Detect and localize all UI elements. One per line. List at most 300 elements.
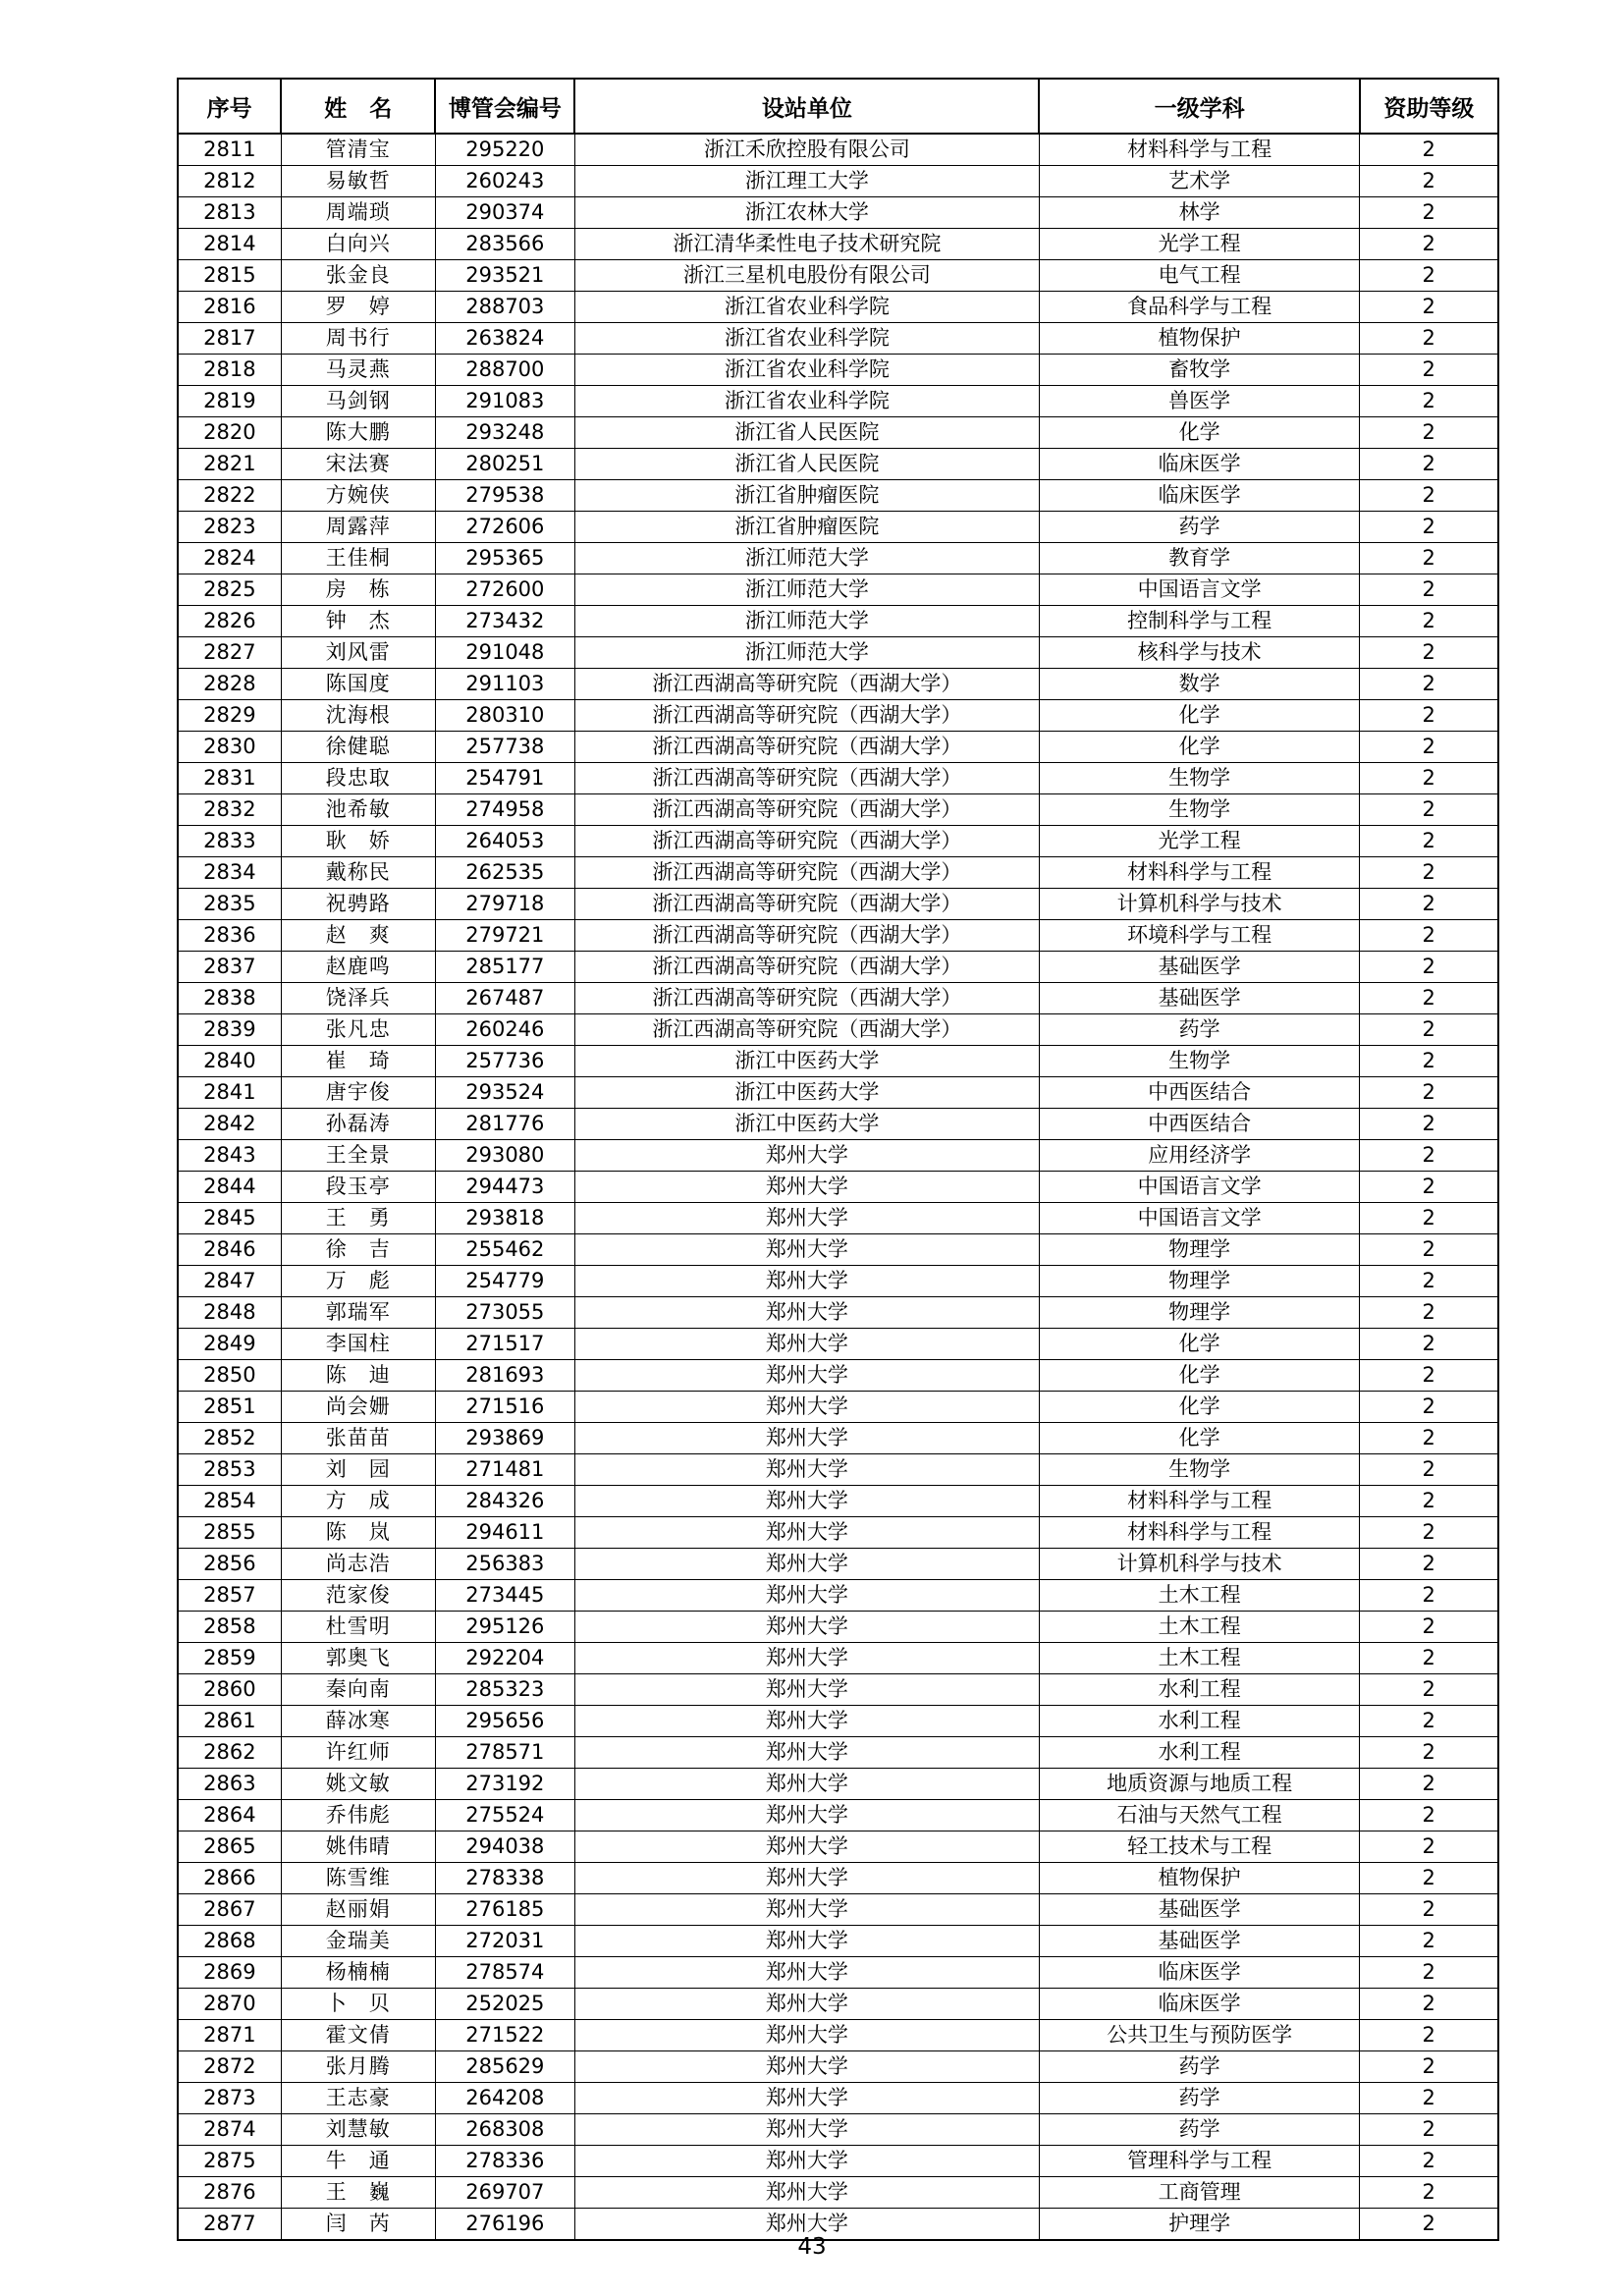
serial-number-cell: 2876 bbox=[178, 2177, 281, 2209]
funding-level-cell: 2 bbox=[1360, 1517, 1498, 1549]
table-row bbox=[178, 355, 1498, 386]
serial-number-cell: 2828 bbox=[178, 669, 281, 700]
registration-number-cell: 272606 bbox=[435, 512, 574, 543]
registration-number-cell: 278571 bbox=[435, 1737, 574, 1769]
registration-number-cell: 281693 bbox=[435, 1360, 574, 1392]
discipline-cell: 生物学 bbox=[1039, 763, 1360, 794]
table-row bbox=[178, 1612, 1498, 1643]
serial-number-cell: 2843 bbox=[178, 1140, 281, 1172]
discipline-cell: 临床医学 bbox=[1039, 1989, 1360, 2020]
host-institution-cell: 浙江省农业科学院 bbox=[574, 386, 1039, 417]
discipline-cell: 化学 bbox=[1039, 1329, 1360, 1360]
funding-level-cell: 2 bbox=[1360, 1863, 1498, 1894]
registration-number-cell: 255462 bbox=[435, 1234, 574, 1266]
table-row bbox=[178, 1360, 1498, 1392]
name-cell: 房 栋 bbox=[281, 574, 435, 606]
host-institution-cell: 浙江省人民医院 bbox=[574, 417, 1039, 449]
funding-level-cell: 2 bbox=[1360, 1612, 1498, 1643]
discipline-cell: 艺术学 bbox=[1039, 166, 1360, 197]
table-row bbox=[178, 1140, 1498, 1172]
host-institution-cell: 浙江西湖高等研究院（西湖大学） bbox=[574, 700, 1039, 732]
serial-number-cell: 2824 bbox=[178, 543, 281, 574]
funding-level-cell: 2 bbox=[1360, 1297, 1498, 1329]
serial-number-cell: 2866 bbox=[178, 1863, 281, 1894]
serial-number-cell: 2844 bbox=[178, 1172, 281, 1203]
funding-level-cell: 2 bbox=[1360, 700, 1498, 732]
name-cell: 沈海根 bbox=[281, 700, 435, 732]
discipline-cell: 中西医结合 bbox=[1039, 1109, 1360, 1140]
host-institution-cell: 郑州大学 bbox=[574, 1831, 1039, 1863]
host-institution-cell: 浙江三星机电股份有限公司 bbox=[574, 260, 1039, 292]
discipline-cell: 药学 bbox=[1039, 2114, 1360, 2146]
registration-number-cell: 271522 bbox=[435, 2020, 574, 2051]
table-row bbox=[178, 1737, 1498, 1769]
registration-number-cell: 295220 bbox=[435, 134, 574, 166]
discipline-cell: 兽医学 bbox=[1039, 386, 1360, 417]
table-row bbox=[178, 1957, 1498, 1989]
serial-number-cell: 2855 bbox=[178, 1517, 281, 1549]
discipline-cell: 中西医结合 bbox=[1039, 1077, 1360, 1109]
discipline-cell: 化学 bbox=[1039, 700, 1360, 732]
serial-number-cell: 2856 bbox=[178, 1549, 281, 1580]
funding-level-cell: 2 bbox=[1360, 857, 1498, 889]
name-cell: 陈大鹏 bbox=[281, 417, 435, 449]
table-row bbox=[178, 323, 1498, 355]
host-institution-cell: 郑州大学 bbox=[574, 1266, 1039, 1297]
table-row bbox=[178, 1549, 1498, 1580]
name-cell: 刘慧敏 bbox=[281, 2114, 435, 2146]
registration-number-cell: 285323 bbox=[435, 1674, 574, 1706]
discipline-cell: 石油与天然气工程 bbox=[1039, 1800, 1360, 1831]
name-cell: 孙磊涛 bbox=[281, 1109, 435, 1140]
funding-level-cell: 2 bbox=[1360, 480, 1498, 512]
serial-number-cell: 2814 bbox=[178, 229, 281, 260]
discipline-cell: 计算机科学与技术 bbox=[1039, 889, 1360, 920]
name-cell: 牛 通 bbox=[281, 2146, 435, 2177]
host-institution-cell: 浙江中医药大学 bbox=[574, 1046, 1039, 1077]
registration-number-cell: 295126 bbox=[435, 1612, 574, 1643]
funding-level-cell: 2 bbox=[1360, 292, 1498, 323]
name-cell: 刘 园 bbox=[281, 1454, 435, 1486]
funding-level-cell: 2 bbox=[1360, 889, 1498, 920]
registration-number-cell: 294038 bbox=[435, 1831, 574, 1863]
serial-number-cell: 2854 bbox=[178, 1486, 281, 1517]
name-cell: 段忠取 bbox=[281, 763, 435, 794]
serial-number-cell: 2847 bbox=[178, 1266, 281, 1297]
serial-number-cell: 2812 bbox=[178, 166, 281, 197]
serial-number-cell: 2837 bbox=[178, 952, 281, 983]
serial-number-cell: 2826 bbox=[178, 606, 281, 637]
registration-number-cell: 293818 bbox=[435, 1203, 574, 1234]
funding-level-cell: 2 bbox=[1360, 1172, 1498, 1203]
table-row bbox=[178, 1046, 1498, 1077]
host-institution-cell: 浙江师范大学 bbox=[574, 637, 1039, 669]
table-row bbox=[178, 2177, 1498, 2209]
funding-level-cell: 2 bbox=[1360, 1234, 1498, 1266]
funding-level-cell: 2 bbox=[1360, 1831, 1498, 1863]
discipline-cell: 水利工程 bbox=[1039, 1674, 1360, 1706]
funding-level-cell: 2 bbox=[1360, 1360, 1498, 1392]
table-row bbox=[178, 512, 1498, 543]
discipline-cell: 化学 bbox=[1039, 417, 1360, 449]
host-institution-cell: 郑州大学 bbox=[574, 1894, 1039, 1926]
table-row bbox=[178, 1580, 1498, 1612]
registration-number-cell: 278336 bbox=[435, 2146, 574, 2177]
host-institution-cell: 郑州大学 bbox=[574, 1486, 1039, 1517]
serial-number-cell: 2850 bbox=[178, 1360, 281, 1392]
discipline-cell: 水利工程 bbox=[1039, 1706, 1360, 1737]
host-institution-cell: 郑州大学 bbox=[574, 2083, 1039, 2114]
registration-number-cell: 273432 bbox=[435, 606, 574, 637]
registration-number-cell: 273445 bbox=[435, 1580, 574, 1612]
funding-level-cell: 2 bbox=[1360, 449, 1498, 480]
registration-number-cell: 291083 bbox=[435, 386, 574, 417]
discipline-cell: 植物保护 bbox=[1039, 323, 1360, 355]
table-row bbox=[178, 574, 1498, 606]
table-row bbox=[178, 2020, 1498, 2051]
funding-level-cell: 2 bbox=[1360, 1077, 1498, 1109]
serial-number-cell: 2829 bbox=[178, 700, 281, 732]
name-cell: 刘风雷 bbox=[281, 637, 435, 669]
serial-number-cell: 2874 bbox=[178, 2114, 281, 2146]
name-cell: 王 勇 bbox=[281, 1203, 435, 1234]
serial-number-cell: 2820 bbox=[178, 417, 281, 449]
table-row bbox=[178, 1234, 1498, 1266]
table-row bbox=[178, 260, 1498, 292]
registration-number-cell: 288700 bbox=[435, 355, 574, 386]
name-cell: 李国柱 bbox=[281, 1329, 435, 1360]
host-institution-cell: 浙江师范大学 bbox=[574, 606, 1039, 637]
name-cell: 饶泽兵 bbox=[281, 983, 435, 1014]
discipline-cell: 工商管理 bbox=[1039, 2177, 1360, 2209]
table-row bbox=[178, 920, 1498, 952]
name-cell: 薛冰寒 bbox=[281, 1706, 435, 1737]
table-row bbox=[178, 763, 1498, 794]
table-row bbox=[178, 229, 1498, 260]
discipline-cell: 生物学 bbox=[1039, 1454, 1360, 1486]
table-row bbox=[178, 1831, 1498, 1863]
name-cell: 赵丽娟 bbox=[281, 1894, 435, 1926]
registration-number-cell: 256383 bbox=[435, 1549, 574, 1580]
discipline-cell: 光学工程 bbox=[1039, 826, 1360, 857]
host-institution-cell: 浙江清华柔性电子技术研究院 bbox=[574, 229, 1039, 260]
host-institution-cell: 郑州大学 bbox=[574, 1674, 1039, 1706]
discipline-cell: 物理学 bbox=[1039, 1234, 1360, 1266]
name-cell: 张苗苗 bbox=[281, 1423, 435, 1454]
host-institution-cell: 郑州大学 bbox=[574, 1423, 1039, 1454]
name-cell: 赵鹿鸣 bbox=[281, 952, 435, 983]
table-row bbox=[178, 1203, 1498, 1234]
host-institution-cell: 浙江理工大学 bbox=[574, 166, 1039, 197]
funding-level-cell: 2 bbox=[1360, 1549, 1498, 1580]
funding-level-cell: 2 bbox=[1360, 763, 1498, 794]
discipline-cell: 护理学 bbox=[1039, 2209, 1360, 2241]
serial-number-cell: 2863 bbox=[178, 1769, 281, 1800]
serial-number-cell: 2823 bbox=[178, 512, 281, 543]
name-cell: 徐健聪 bbox=[281, 732, 435, 763]
serial-number-cell: 2864 bbox=[178, 1800, 281, 1831]
table-row bbox=[178, 197, 1498, 229]
registration-number-cell: 272031 bbox=[435, 1926, 574, 1957]
registration-number-cell: 290374 bbox=[435, 197, 574, 229]
name-cell: 陈 岚 bbox=[281, 1517, 435, 1549]
host-institution-cell: 郑州大学 bbox=[574, 2051, 1039, 2083]
table-row bbox=[178, 1454, 1498, 1486]
discipline-cell: 物理学 bbox=[1039, 1297, 1360, 1329]
funding-level-cell: 2 bbox=[1360, 1109, 1498, 1140]
host-institution-cell: 浙江西湖高等研究院（西湖大学） bbox=[574, 857, 1039, 889]
registration-number-cell: 288703 bbox=[435, 292, 574, 323]
discipline-cell: 材料科学与工程 bbox=[1039, 134, 1360, 166]
table-row bbox=[178, 417, 1498, 449]
registration-number-cell: 273055 bbox=[435, 1297, 574, 1329]
registration-number-cell: 262535 bbox=[435, 857, 574, 889]
serial-number-cell: 2857 bbox=[178, 1580, 281, 1612]
table-row bbox=[178, 480, 1498, 512]
discipline-cell: 药学 bbox=[1039, 2083, 1360, 2114]
funding-level-cell: 2 bbox=[1360, 1926, 1498, 1957]
discipline-cell: 基础医学 bbox=[1039, 983, 1360, 1014]
serial-number-cell: 2840 bbox=[178, 1046, 281, 1077]
funding-level-cell: 2 bbox=[1360, 2083, 1498, 2114]
serial-number-cell: 2872 bbox=[178, 2051, 281, 2083]
name-cell: 范家俊 bbox=[281, 1580, 435, 1612]
funding-level-cell: 2 bbox=[1360, 417, 1498, 449]
registration-number-cell: 294611 bbox=[435, 1517, 574, 1549]
name-cell: 祝骋路 bbox=[281, 889, 435, 920]
name-cell: 郭奥飞 bbox=[281, 1643, 435, 1674]
funding-level-cell: 2 bbox=[1360, 952, 1498, 983]
header-host-institution: 设站单位 bbox=[574, 79, 1039, 134]
registration-number-cell: 264053 bbox=[435, 826, 574, 857]
discipline-cell: 水利工程 bbox=[1039, 1737, 1360, 1769]
funding-level-cell: 2 bbox=[1360, 669, 1498, 700]
registration-number-cell: 281776 bbox=[435, 1109, 574, 1140]
serial-number-cell: 2818 bbox=[178, 355, 281, 386]
table-row bbox=[178, 637, 1498, 669]
registration-number-cell: 260246 bbox=[435, 1014, 574, 1046]
host-institution-cell: 浙江西湖高等研究院（西湖大学） bbox=[574, 1014, 1039, 1046]
registration-number-cell: 280251 bbox=[435, 449, 574, 480]
name-cell: 万 彪 bbox=[281, 1266, 435, 1297]
discipline-cell: 生物学 bbox=[1039, 1046, 1360, 1077]
name-cell: 陈 迪 bbox=[281, 1360, 435, 1392]
discipline-cell: 光学工程 bbox=[1039, 229, 1360, 260]
registration-number-cell: 275524 bbox=[435, 1800, 574, 1831]
discipline-cell: 化学 bbox=[1039, 732, 1360, 763]
funding-level-cell: 2 bbox=[1360, 386, 1498, 417]
registration-number-cell: 293869 bbox=[435, 1423, 574, 1454]
registration-number-cell: 283566 bbox=[435, 229, 574, 260]
funding-level-cell: 2 bbox=[1360, 1392, 1498, 1423]
host-institution-cell: 郑州大学 bbox=[574, 1612, 1039, 1643]
registration-number-cell: 279721 bbox=[435, 920, 574, 952]
discipline-cell: 畜牧学 bbox=[1039, 355, 1360, 386]
registration-number-cell: 267487 bbox=[435, 983, 574, 1014]
funding-level-cell: 2 bbox=[1360, 2209, 1498, 2241]
host-institution-cell: 郑州大学 bbox=[574, 1392, 1039, 1423]
header-serial-number: 序号 bbox=[178, 79, 281, 134]
host-institution-cell: 浙江西湖高等研究院（西湖大学） bbox=[574, 763, 1039, 794]
serial-number-cell: 2842 bbox=[178, 1109, 281, 1140]
table-row bbox=[178, 166, 1498, 197]
table-row bbox=[178, 449, 1498, 480]
host-institution-cell: 郑州大学 bbox=[574, 1926, 1039, 1957]
serial-number-cell: 2821 bbox=[178, 449, 281, 480]
registration-number-cell: 285177 bbox=[435, 952, 574, 983]
funding-level-cell: 2 bbox=[1360, 1203, 1498, 1234]
funding-level-cell: 2 bbox=[1360, 229, 1498, 260]
serial-number-cell: 2839 bbox=[178, 1014, 281, 1046]
serial-number-cell: 2819 bbox=[178, 386, 281, 417]
discipline-cell: 控制科学与工程 bbox=[1039, 606, 1360, 637]
serial-number-cell: 2871 bbox=[178, 2020, 281, 2051]
discipline-cell: 应用经济学 bbox=[1039, 1140, 1360, 1172]
host-institution-cell: 浙江西湖高等研究院（西湖大学） bbox=[574, 952, 1039, 983]
host-institution-cell: 浙江农林大学 bbox=[574, 197, 1039, 229]
funding-level-cell: 2 bbox=[1360, 606, 1498, 637]
host-institution-cell: 浙江省农业科学院 bbox=[574, 292, 1039, 323]
name-cell: 张金良 bbox=[281, 260, 435, 292]
funding-level-cell: 2 bbox=[1360, 543, 1498, 574]
funding-level-cell: 2 bbox=[1360, 355, 1498, 386]
serial-number-cell: 2841 bbox=[178, 1077, 281, 1109]
registration-number-cell: 254779 bbox=[435, 1266, 574, 1297]
discipline-cell: 生物学 bbox=[1039, 794, 1360, 826]
serial-number-cell: 2816 bbox=[178, 292, 281, 323]
table-row bbox=[178, 952, 1498, 983]
discipline-cell: 土木工程 bbox=[1039, 1612, 1360, 1643]
serial-number-cell: 2851 bbox=[178, 1392, 281, 1423]
host-institution-cell: 浙江省肿瘤医院 bbox=[574, 512, 1039, 543]
host-institution-cell: 郑州大学 bbox=[574, 1172, 1039, 1203]
funding-level-cell: 2 bbox=[1360, 2051, 1498, 2083]
serial-number-cell: 2860 bbox=[178, 1674, 281, 1706]
discipline-cell: 核科学与技术 bbox=[1039, 637, 1360, 669]
name-cell: 戴称民 bbox=[281, 857, 435, 889]
registration-number-cell: 293524 bbox=[435, 1077, 574, 1109]
funding-level-cell: 2 bbox=[1360, 1423, 1498, 1454]
table-row bbox=[178, 1863, 1498, 1894]
discipline-cell: 电气工程 bbox=[1039, 260, 1360, 292]
table-row bbox=[178, 983, 1498, 1014]
funding-level-cell: 2 bbox=[1360, 1957, 1498, 1989]
table-row bbox=[178, 134, 1498, 166]
discipline-cell: 地质资源与地质工程 bbox=[1039, 1769, 1360, 1800]
host-institution-cell: 浙江师范大学 bbox=[574, 543, 1039, 574]
discipline-cell: 土木工程 bbox=[1039, 1643, 1360, 1674]
funding-level-cell: 2 bbox=[1360, 920, 1498, 952]
registration-number-cell: 274958 bbox=[435, 794, 574, 826]
table-row bbox=[178, 606, 1498, 637]
funding-level-cell: 2 bbox=[1360, 794, 1498, 826]
funding-level-cell: 2 bbox=[1360, 574, 1498, 606]
registration-number-cell: 257738 bbox=[435, 732, 574, 763]
table-row bbox=[178, 1172, 1498, 1203]
discipline-cell: 植物保护 bbox=[1039, 1863, 1360, 1894]
serial-number-cell: 2877 bbox=[178, 2209, 281, 2241]
host-institution-cell: 郑州大学 bbox=[574, 1643, 1039, 1674]
discipline-cell: 材料科学与工程 bbox=[1039, 1486, 1360, 1517]
host-institution-cell: 郑州大学 bbox=[574, 1203, 1039, 1234]
host-institution-cell: 浙江师范大学 bbox=[574, 574, 1039, 606]
header-funding-level: 资助等级 bbox=[1360, 79, 1498, 134]
discipline-cell: 环境科学与工程 bbox=[1039, 920, 1360, 952]
name-cell: 许红师 bbox=[281, 1737, 435, 1769]
host-institution-cell: 郑州大学 bbox=[574, 1706, 1039, 1737]
host-institution-cell: 郑州大学 bbox=[574, 2209, 1039, 2241]
serial-number-cell: 2865 bbox=[178, 1831, 281, 1863]
host-institution-cell: 浙江禾欣控股有限公司 bbox=[574, 134, 1039, 166]
discipline-cell: 药学 bbox=[1039, 1014, 1360, 1046]
host-institution-cell: 郑州大学 bbox=[574, 1800, 1039, 1831]
name-cell: 郭瑞军 bbox=[281, 1297, 435, 1329]
host-institution-cell: 郑州大学 bbox=[574, 1989, 1039, 2020]
name-cell: 唐宇俊 bbox=[281, 1077, 435, 1109]
table-row bbox=[178, 2114, 1498, 2146]
name-cell: 徐 吉 bbox=[281, 1234, 435, 1266]
serial-number-cell: 2867 bbox=[178, 1894, 281, 1926]
table-row bbox=[178, 1989, 1498, 2020]
name-cell: 周端琐 bbox=[281, 197, 435, 229]
serial-number-cell: 2849 bbox=[178, 1329, 281, 1360]
registration-number-cell: 291103 bbox=[435, 669, 574, 700]
name-cell: 宋法赛 bbox=[281, 449, 435, 480]
name-cell: 王志豪 bbox=[281, 2083, 435, 2114]
host-institution-cell: 浙江中医药大学 bbox=[574, 1077, 1039, 1109]
serial-number-cell: 2822 bbox=[178, 480, 281, 512]
name-cell: 王佳桐 bbox=[281, 543, 435, 574]
serial-number-cell: 2831 bbox=[178, 763, 281, 794]
discipline-cell: 计算机科学与技术 bbox=[1039, 1549, 1360, 1580]
serial-number-cell: 2825 bbox=[178, 574, 281, 606]
funding-level-cell: 2 bbox=[1360, 1643, 1498, 1674]
serial-number-cell: 2838 bbox=[178, 983, 281, 1014]
name-cell: 马剑钢 bbox=[281, 386, 435, 417]
name-cell: 池希敏 bbox=[281, 794, 435, 826]
host-institution-cell: 郑州大学 bbox=[574, 1234, 1039, 1266]
name-cell: 周书行 bbox=[281, 323, 435, 355]
header-discipline: 一级学科 bbox=[1039, 79, 1360, 134]
name-cell: 方婉侠 bbox=[281, 480, 435, 512]
host-institution-cell: 浙江西湖高等研究院（西湖大学） bbox=[574, 669, 1039, 700]
funding-level-cell: 2 bbox=[1360, 1329, 1498, 1360]
funding-level-cell: 2 bbox=[1360, 732, 1498, 763]
discipline-cell: 教育学 bbox=[1039, 543, 1360, 574]
funding-level-cell: 2 bbox=[1360, 1140, 1498, 1172]
host-institution-cell: 浙江西湖高等研究院（西湖大学） bbox=[574, 920, 1039, 952]
registration-number-cell: 295365 bbox=[435, 543, 574, 574]
discipline-cell: 中国语言文学 bbox=[1039, 1172, 1360, 1203]
serial-number-cell: 2862 bbox=[178, 1737, 281, 1769]
discipline-cell: 食品科学与工程 bbox=[1039, 292, 1360, 323]
table-row bbox=[178, 1643, 1498, 1674]
discipline-cell: 基础医学 bbox=[1039, 952, 1360, 983]
host-institution-cell: 郑州大学 bbox=[574, 1737, 1039, 1769]
funding-level-cell: 2 bbox=[1360, 1894, 1498, 1926]
page-number: 43 bbox=[797, 2234, 827, 2260]
serial-number-cell: 2833 bbox=[178, 826, 281, 857]
discipline-cell: 化学 bbox=[1039, 1360, 1360, 1392]
name-cell: 赵 爽 bbox=[281, 920, 435, 952]
table-row bbox=[178, 669, 1498, 700]
table-row bbox=[178, 1800, 1498, 1831]
discipline-cell: 药学 bbox=[1039, 512, 1360, 543]
host-institution-cell: 郑州大学 bbox=[574, 2177, 1039, 2209]
host-institution-cell: 郑州大学 bbox=[574, 1360, 1039, 1392]
funding-level-cell: 2 bbox=[1360, 1580, 1498, 1612]
registration-number-cell: 279538 bbox=[435, 480, 574, 512]
